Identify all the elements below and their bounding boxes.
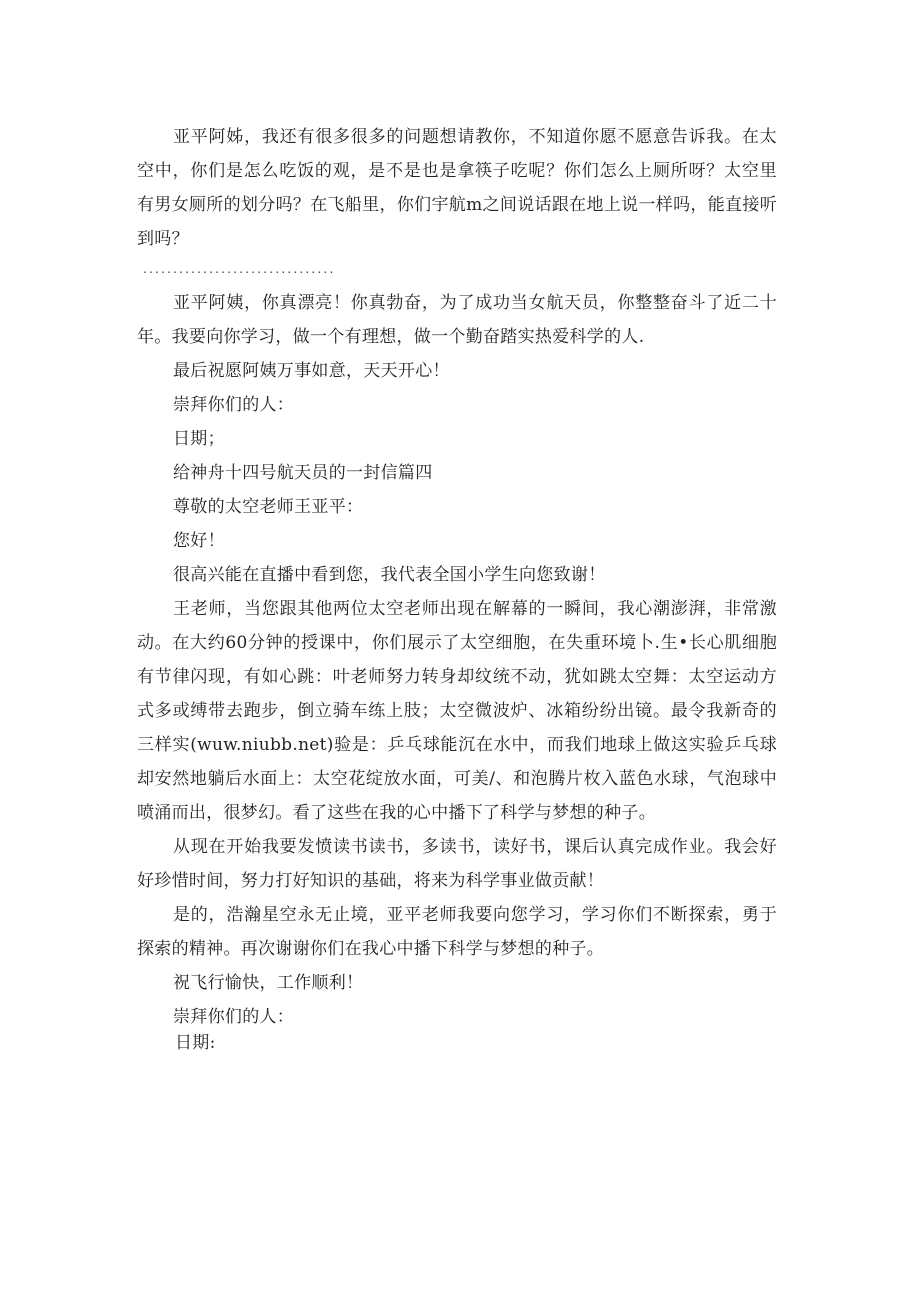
- letter2-greeting: 您好！: [173, 531, 225, 551]
- letter2-date: 日期:: [175, 1033, 216, 1053]
- letter2-paragraph-exploration: 是的，浩瀚星空永无止境，亚平老师我要向您学习，学习你们不断探索，勇于探索的精神。再次谢谢你们在我心中播下科学与梦想的种子。: [137, 905, 777, 959]
- letter2-paragraph-resolution: 从现在开始我要发愤读书读书，多读书，读好书，课后认真完成作业。我会好好珍惜时间，努力打好知识的基础，将来为科学事业做贡献！: [137, 837, 777, 891]
- letter2-paragraph-lesson: 王老师，当您跟其他两位太空老师出现在解幕的一瞬间，我心潮澎湃，非常激动。在大约60分钟的授课中，你们展示了太空细胞，在失重环境卜.生•长心肌细胞有节律闪现，有如心跳：叶老师努力转身却纹统不动，犹如跳太空舞：太空运动方式多或缚带去跑步，倒立骑车练上肢；太空微波炉、冰箱纷纷出镜。最令我新奇的三样实(wuw.niubb.net)验是：乒乓球能沉在水中，而我们地球上做这实验乒乓球却安然地躺后水面上：太空花绽放水面，可美/、和泡腾片枚入蓝色水球，气泡球中喷涌而出，很梦幻。看了这些在我的心中播下了科学与梦想的种子。: [137, 599, 777, 823]
- letter2-signature: 崇拜你们的人：: [173, 1007, 295, 1027]
- letter2-closing: 祝飞行愉快，工作顺利！: [173, 973, 364, 993]
- document-body: [137, 120, 777, 1058]
- letter2-salutation: 尊敬的太空老师王亚平：: [173, 497, 364, 517]
- letter1-signature: 崇拜你们的人：: [173, 395, 295, 415]
- ellipsis-dots: ................................: [143, 262, 336, 276]
- letter2-paragraph-thanks: 很高兴能在直播中看到您，我代表全国小学生向您致谢！: [173, 565, 606, 585]
- letter1-closing: 最后祝愿阿姨万事如意，天天开心！: [173, 361, 450, 381]
- letter1-paragraph-questions: 亚平阿姊，我还有很多很多的问题想请教你，不知道你愿不愿意告诉我。在太空中，你们是怎么吃饭的观，是不是也是拿筷子吃呢？你们怎么上厕所呀？太空里有男女厕所的划分吗？在飞船里，你们宇航m之间说话跟在地上说一样吗，能直接听到吗？: [137, 127, 777, 249]
- letter2-title: 给神舟十四号航天员的一封信篇四: [173, 463, 433, 483]
- letter1-paragraph-praise: 亚平阿姨，你真漂亮！你真勃奋，为了成功当女航天员，你整整奋斗了近二十年。我要向你学习，做一个有理想，做一个勤奋踏实热爱科学的人.: [137, 293, 777, 347]
- letter1-date: 日期；: [173, 429, 225, 449]
